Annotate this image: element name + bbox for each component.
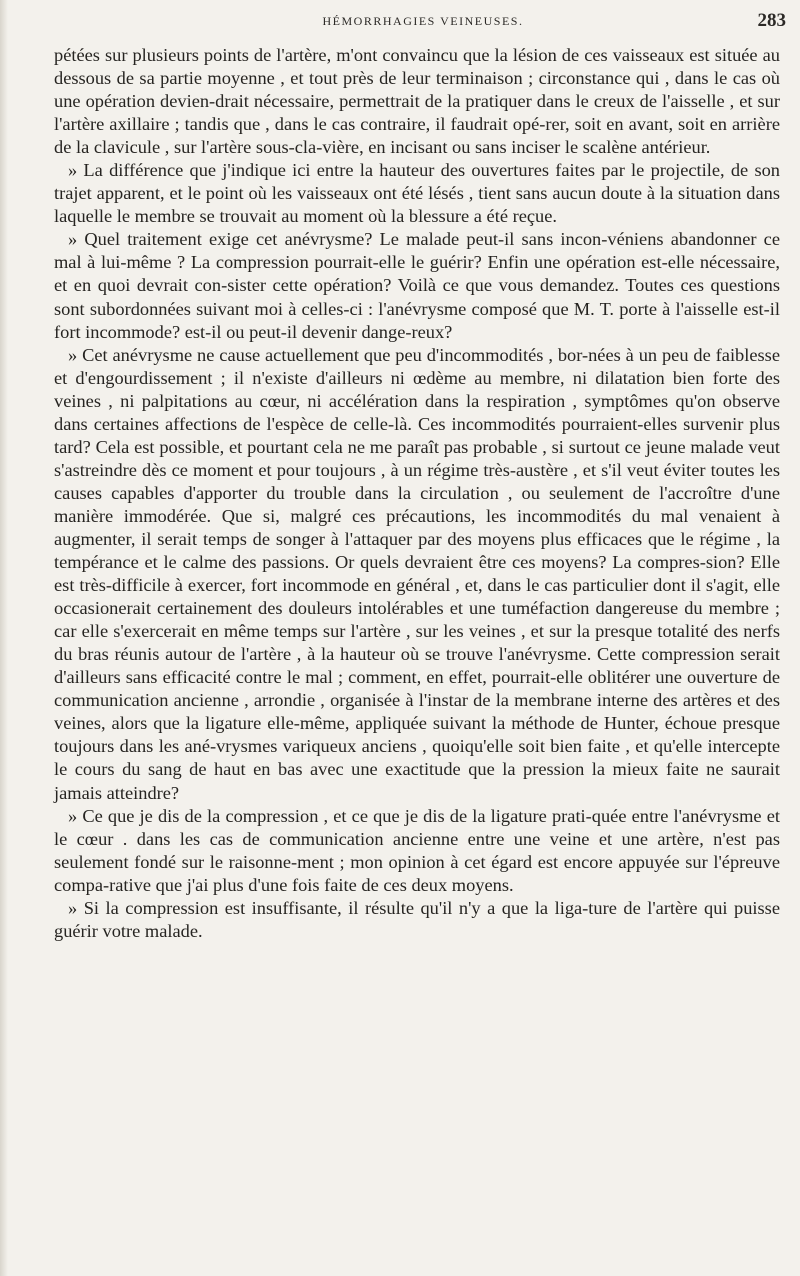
binding-shadow xyxy=(0,0,8,1276)
running-title: HÉMORRHAGIES VEINEUSES. xyxy=(322,14,524,28)
running-head xyxy=(60,8,786,32)
page-number: 283 xyxy=(757,10,786,31)
paragraph: » Si la compression est insuffisante, il résulte qu'il n'y a que la liga-ture de l'artère qui puisse guérir votre malade. xyxy=(54,897,780,941)
paragraph: » Cet anévrysme ne cause actuellement que peu d'incommodités , bor-nées à un peu de faiblesse et d'engourdissement ; il n'existe d'ailleurs ni œdème au membre, ni dilatation bien forte des veines , ni palpitations au cœur, ni accélération dans la respiration , symptômes qu'on observe dans certaines affections de l'espèce de celle-là. Ces incommodités pourraient-elles survenir plus tard? Cela est possible, et pourtant cela ne me paraît pas probable , si surtout ce jeune malade veut s'astreindre dès ce moment et pour toujours , à un régime très-austère , et s'il veut éviter toutes les causes capables d'apporter du trouble dans la circulation , ou seulement de l'accroître d'une manière immodérée. Que si, malgré ces précautions, les incommodités du mal venaient à augmenter, il serait temps de songer à l'attaquer par des moyens plus efficaces que le régime , la tempérance et le calme des passions. Or quels devraient être ces moyens? La compres-sion? Elle est très-difficile à exercer, fort incommode en général , et, dans le cas particulier dont il s'agit, elle occasionerait certainement des douleurs intolérables et une tuméfaction dangereuse du membre ; car elle s'exercerait en même temps sur l'artère , sur les veines , et sur la presque totalité des nerfs du bras réunis autour de l'artère , à la hauteur où se trouve l'anévrysme. Cette compression serait d'ailleurs sans efficacité contre le mal ; comment, en effet, pourrait-elle oblitérer une ouverture de communication ancienne , arrondie , organisée à l'instar de la membrane interne des artères et des veines, alors que la ligature elle-même, appliquée suivant la méthode de Hunter, échoue presque toujours dans les ané-vrysmes variqueux anciens , quoiqu'elle soit bien faite , et qu'elle intercepte le cours du sang de haut en bas avec une exactitude que la pression la mieux faite ne saurait jamais atteindre? xyxy=(54,344,780,803)
body-text xyxy=(54,44,780,943)
paragraph: » Quel traitement exige cet anévrysme? Le malade peut-il sans incon-véniens abandonner ce mal à lui-même ? La compression pourrait-elle le guérir? Enfin une opération est-elle nécessaire, et en quoi devrait con-sister cette opération? Voilà ce que vous demandez. Toutes ces questions sont subordonnées suivant moi à celles-ci : l'anévrysme composé que M. T. porte à l'aisselle est-il fort incommode? est-il ou peut-il devenir dange-reux? xyxy=(54,229,780,342)
paragraph: » La différence que j'indique ici entre la hauteur des ouvertures faites par le projectile, de son trajet apparent, et le point où les vaisseaux ont été lésés , tient sans aucun doute à la situation dans laquelle le membre se trouvait au moment où la blessure a été reçue. xyxy=(54,160,780,227)
paragraph-continuation: pétées sur plusieurs points de l'artère, m'ont convaincu que la lésion de ces vaisseaux est située au dessous de sa partie moyenne , et tout près de leur terminaison ; circonstance qui , dans le cas où une opération devien-drait nécessaire, permettrait de la pratiquer dans le creux de l'aisselle , et sur l'artère axillaire ; tandis que , dans le cas contraire, il faudrait opé-rer, soit en avant, soit en arrière de la clavicule , sur l'artère sous-cla-vière, en incisant ou sans inciser le scalène antérieur. xyxy=(54,45,780,158)
paragraph: » Ce que je dis de la compression , et ce que je dis de la ligature prati-quée entre l'anévrysme et le cœur . dans les cas de communication ancienne entre une veine et une artère, n'est pas seulement fondé sur le raisonne-ment ; mon opinion à cet égard est encore appuyée sur l'épreuve compa-rative que j'ai plus d'une fois faite de ces deux moyens. xyxy=(54,805,780,895)
